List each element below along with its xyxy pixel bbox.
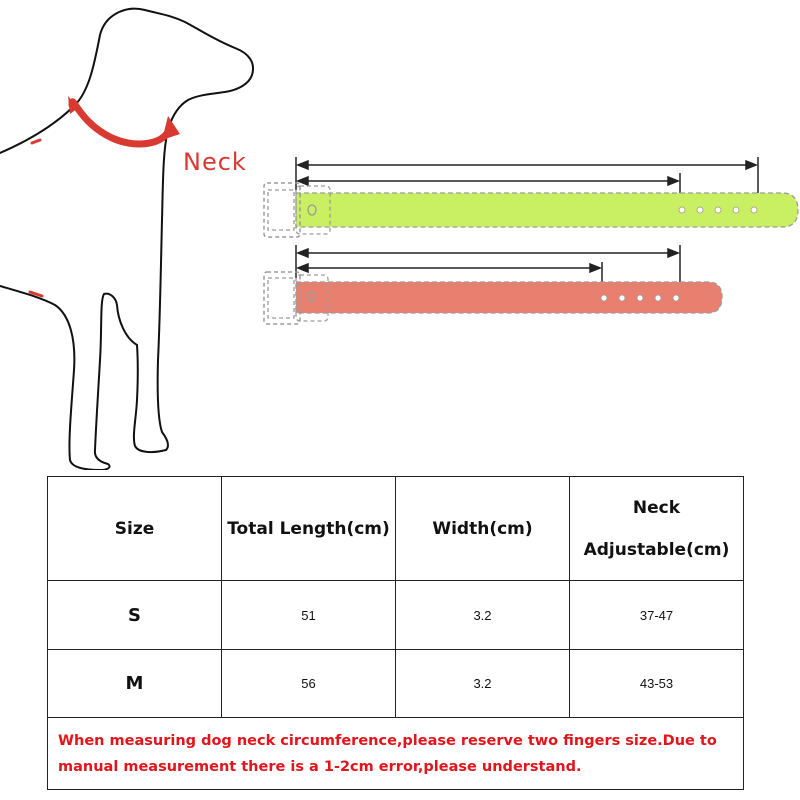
dog-red-marks <box>30 140 42 296</box>
neck-arrow <box>68 96 180 144</box>
note-cell <box>48 718 744 790</box>
table-header-row <box>48 477 744 581</box>
row-m-width: 3.2 <box>396 650 570 718</box>
neck-label: Neck <box>183 148 247 176</box>
measurement-note: When measuring dog neck circumference,please reserve two fingers size.Due to manual measurement there is a 1-2cm error,please understand. <box>58 732 717 775</box>
row-s-neck: 37-47 <box>570 581 744 650</box>
note-row <box>48 718 744 790</box>
header-neck-line2: Adjustable(cm) <box>583 539 730 560</box>
row-m-neck: 43-53 <box>570 650 744 718</box>
size-chart-table <box>47 476 744 790</box>
dog-silhouette <box>0 9 253 470</box>
table-row <box>48 581 744 650</box>
collar-m-strap <box>296 193 798 227</box>
header-size: Size <box>48 477 222 581</box>
table-row <box>48 650 744 718</box>
header-neck-adjustable <box>570 477 744 581</box>
header-neck-line1: Neck <box>632 497 681 518</box>
row-m-total-length: 56 <box>222 650 396 718</box>
header-width: Width(cm) <box>396 477 570 581</box>
collar-m <box>264 157 798 237</box>
row-s-size: S <box>48 581 222 650</box>
row-m-size: M <box>48 650 222 718</box>
header-total-length: Total Length(cm) <box>222 477 396 581</box>
row-s-width: 3.2 <box>396 581 570 650</box>
collar-s <box>264 245 722 324</box>
row-s-total-length: 51 <box>222 581 396 650</box>
